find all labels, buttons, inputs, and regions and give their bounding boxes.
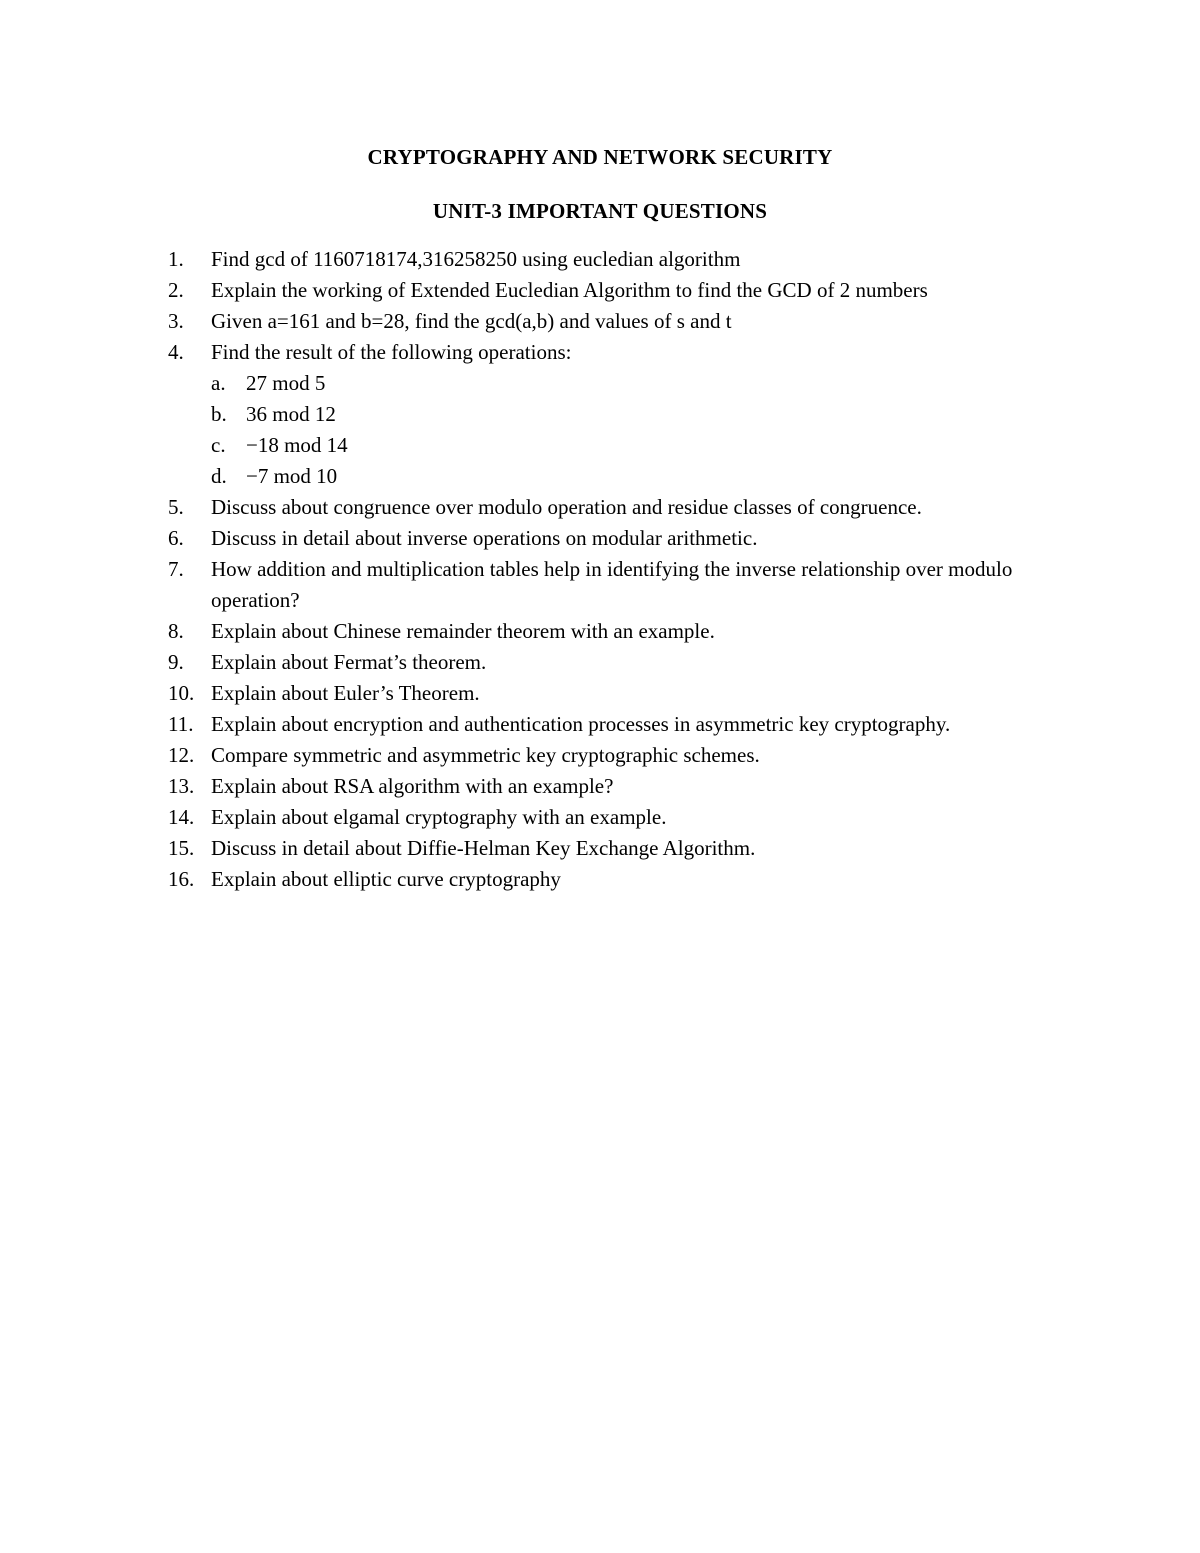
question-number: 8. — [168, 619, 184, 643]
question-text: Discuss in detail about inverse operations on modular arithmetic. — [211, 526, 758, 550]
question-item — [0, 864, 1200, 895]
question-text: Find the result of the following operations: — [211, 340, 572, 364]
question-item — [0, 709, 1200, 740]
question-item — [0, 306, 1200, 337]
question-item — [0, 740, 1200, 771]
question-number: 3. — [168, 309, 184, 333]
operation-subitem — [0, 430, 1200, 461]
question-number: 1. — [168, 247, 184, 271]
operation-subitem — [0, 368, 1200, 399]
subitem-text: 27 mod 5 — [246, 371, 326, 395]
question-number: 12. — [168, 743, 195, 767]
question-item — [0, 244, 1200, 275]
operation-sublist — [0, 368, 1200, 492]
question-number: 7. — [168, 557, 184, 581]
question-text: Find gcd of 1160718174,316258250 using eucledian algorithm — [211, 247, 741, 271]
question-item — [0, 833, 1200, 864]
question-number: 6. — [168, 526, 184, 550]
subitem-text: −7 mod 10 — [246, 464, 338, 488]
subitem-letter: a. — [211, 371, 226, 395]
question-text: Explain about RSA algorithm with an example? — [211, 774, 614, 798]
question-text: How addition and multiplication tables help in identifying the inverse relationship over modulo operation? — [211, 557, 1013, 612]
question-item — [0, 337, 1200, 492]
question-text: Explain the working of Extended Eucledian Algorithm to find the GCD of 2 numbers — [211, 278, 928, 302]
operation-subitem — [0, 461, 1200, 492]
question-number: 10. — [168, 681, 195, 705]
question-text: Explain about encryption and authentication processes in asymmetric key cryptography. — [211, 712, 951, 736]
question-text: Given a=161 and b=28, find the gcd(a,b) and values of s and t — [211, 309, 732, 333]
question-number: 15. — [168, 836, 195, 860]
question-text: Explain about Euler’s Theorem. — [211, 681, 480, 705]
question-number: 4. — [168, 340, 184, 364]
question-number: 13. — [168, 774, 195, 798]
question-item — [0, 275, 1200, 306]
question-item — [0, 616, 1200, 647]
question-item — [0, 802, 1200, 833]
question-number: 14. — [168, 805, 195, 829]
question-text: Discuss about congruence over modulo operation and residue classes of congruence. — [211, 495, 922, 519]
document-title: CRYPTOGRAPHY AND NETWORK SECURITY — [367, 145, 833, 169]
operation-subitem — [0, 399, 1200, 430]
question-item — [0, 554, 1200, 616]
question-number: 11. — [168, 712, 194, 736]
question-item — [0, 647, 1200, 678]
question-text: Explain about elgamal cryptography with an example. — [211, 805, 667, 829]
question-item — [0, 523, 1200, 554]
question-text: Explain about Fermat’s theorem. — [211, 650, 487, 674]
subitem-letter: b. — [211, 402, 227, 426]
question-number: 9. — [168, 650, 184, 674]
question-number: 16. — [168, 867, 195, 891]
document-subtitle: UNIT-3 IMPORTANT QUESTIONS — [432, 199, 768, 223]
question-text: Discuss in detail about Diffie-Helman Key Exchange Algorithm. — [211, 836, 756, 860]
question-text: Explain about Chinese remainder theorem with an example. — [211, 619, 715, 643]
subitem-letter: c. — [211, 433, 226, 457]
question-number: 5. — [168, 495, 184, 519]
subitem-text: −18 mod 14 — [246, 433, 348, 457]
question-text: Explain about elliptic curve cryptography — [211, 867, 561, 891]
question-text: Compare symmetric and asymmetric key cryptographic schemes. — [211, 743, 760, 767]
question-item — [0, 678, 1200, 709]
subitem-letter: d. — [211, 464, 227, 488]
question-item — [0, 492, 1200, 523]
question-list — [0, 244, 1200, 895]
question-number: 2. — [168, 278, 184, 302]
question-item — [0, 771, 1200, 802]
subitem-text: 36 mod 12 — [246, 402, 336, 426]
